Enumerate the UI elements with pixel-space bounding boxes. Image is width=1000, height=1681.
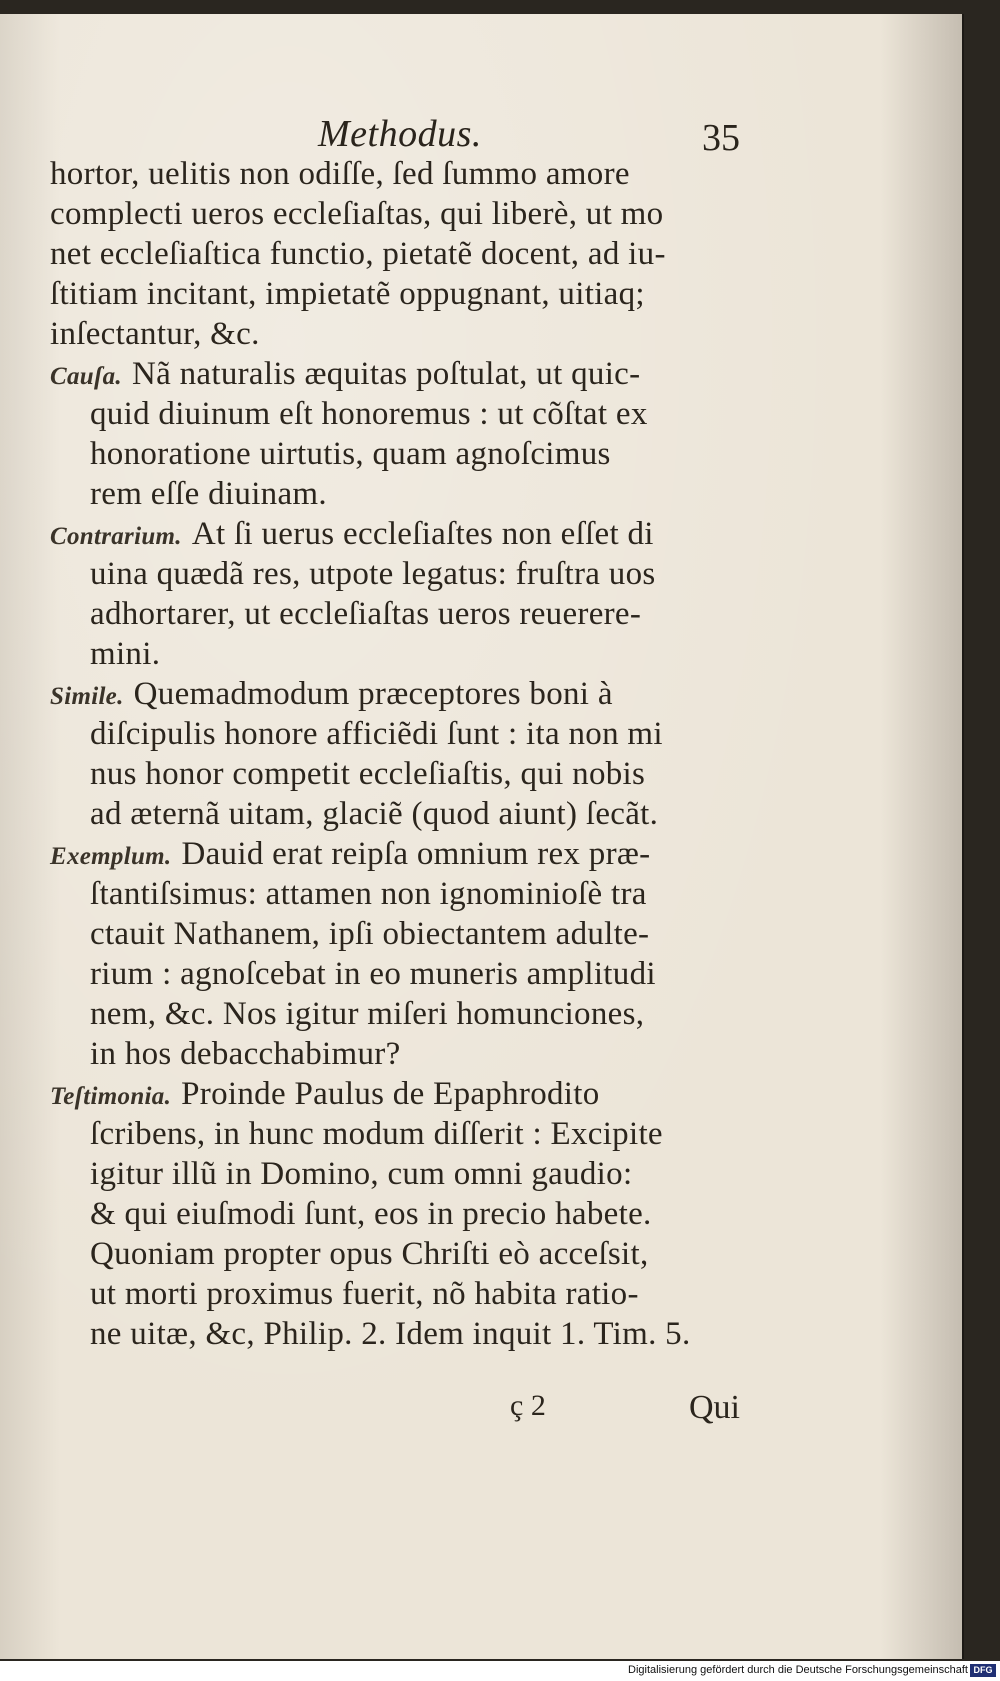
paragraph-testimonia <box>50 1074 750 1354</box>
marginal-note: Simile. <box>50 683 124 710</box>
text-line: ſtantiſsimus: attamen non ignominioſè tra <box>90 876 647 912</box>
text-line: Quoniam propter opus Chriſti eò acceſsit, <box>90 1236 649 1272</box>
running-head-title: Methodus. <box>318 113 482 155</box>
text-line: Dauid erat reipſa omnium rex præ- <box>181 836 651 872</box>
dfg-logo-icon: DFG <box>970 1664 996 1677</box>
text-line: ſcribens, in hunc modum diſſerit : Excipite <box>90 1116 663 1152</box>
text-line: ſtitiam incitant, impietatẽ oppugnant, uitiaq; <box>50 276 645 312</box>
digitization-footer <box>0 1661 1000 1681</box>
page-foot <box>500 1389 740 1433</box>
signature-mark: ç 2 <box>510 1389 546 1422</box>
paragraph-exemplum <box>50 834 750 1074</box>
paragraph-causa <box>50 354 750 514</box>
text-line: quid diuinum eſt honoremus : ut cõſtat ex <box>90 396 648 432</box>
marginal-note: Exemplum. <box>50 843 172 870</box>
text-line: nus honor competit eccleſiaſtis, qui nobis <box>90 756 646 792</box>
text-line: diſcipulis honore afficiẽdi ſunt : ita non mi <box>90 716 663 752</box>
body-text <box>50 154 750 1354</box>
text-line: rem eſſe diuinam. <box>90 476 327 512</box>
text-line: ne uitæ, &c, Philip. 2. Idem inquit 1. Tim. 5. <box>90 1316 691 1352</box>
text-line: ad æternã uitam, glaciẽ (quod aiunt) ſecãt. <box>90 796 659 832</box>
text-line: uina quædã res, utpote legatus: fruſtra uos <box>90 556 656 592</box>
text-line: inſectantur, &c. <box>50 316 260 352</box>
text-line: ut morti proximus fuerit, nõ habita ratio- <box>90 1276 639 1312</box>
text-line: & qui eiuſmodi ſunt, eos in precio habete. <box>90 1196 652 1232</box>
text-line: complecti ueros eccleſiaſtas, qui liberè, ut mo <box>50 196 664 232</box>
marginal-note: Contrarium. <box>50 523 182 550</box>
marginal-note: Teſtimonia. <box>50 1083 172 1110</box>
text-line: net eccleſiaſtica functio, pietatẽ docent, ad iu- <box>50 236 666 272</box>
text-line: At ſi uerus eccleſiaſtes non eſſet di <box>191 516 654 552</box>
page-number: 35 <box>702 117 740 159</box>
footer-credit: Digitalisierung gefördert durch die Deutsche Forschungsgemeinschaft <box>628 1664 968 1676</box>
text-line: Proinde Paulus de Epaphrodito <box>181 1076 600 1112</box>
text-line: adhortarer, ut eccleſiaſtas ueros reuerere- <box>90 596 642 632</box>
text-line: mini. <box>90 636 161 672</box>
text-line: igitur illũ in Domino, cum omni gaudio: <box>90 1156 633 1192</box>
text-line: nem, &c. Nos igitur miſeri homunciones, <box>90 996 645 1032</box>
paragraph-simile <box>50 674 750 834</box>
paragraph-contrarium <box>50 514 750 674</box>
text-line: hortor, uelitis non odiſſe, ſed ſummo amore <box>50 156 630 192</box>
text-line: Nã naturalis æquitas poſtulat, ut quic- <box>131 356 641 392</box>
text-line: in hos debacchabimur? <box>90 1036 401 1072</box>
text-line: ctauit Nathanem, ipſi obiectantem adulte- <box>90 916 650 952</box>
text-line: rium : agnoſcebat in eo muneris amplitudi <box>90 956 656 992</box>
marginal-note: Cauſa. <box>50 363 122 390</box>
catchword: Qui <box>689 1389 740 1426</box>
text-line: Quemadmodum præceptores boni à <box>133 676 613 712</box>
paragraph <box>50 154 750 354</box>
text-line: honoratione uirtutis, quam agnoſcimus <box>90 436 611 472</box>
book-page <box>0 14 964 1659</box>
